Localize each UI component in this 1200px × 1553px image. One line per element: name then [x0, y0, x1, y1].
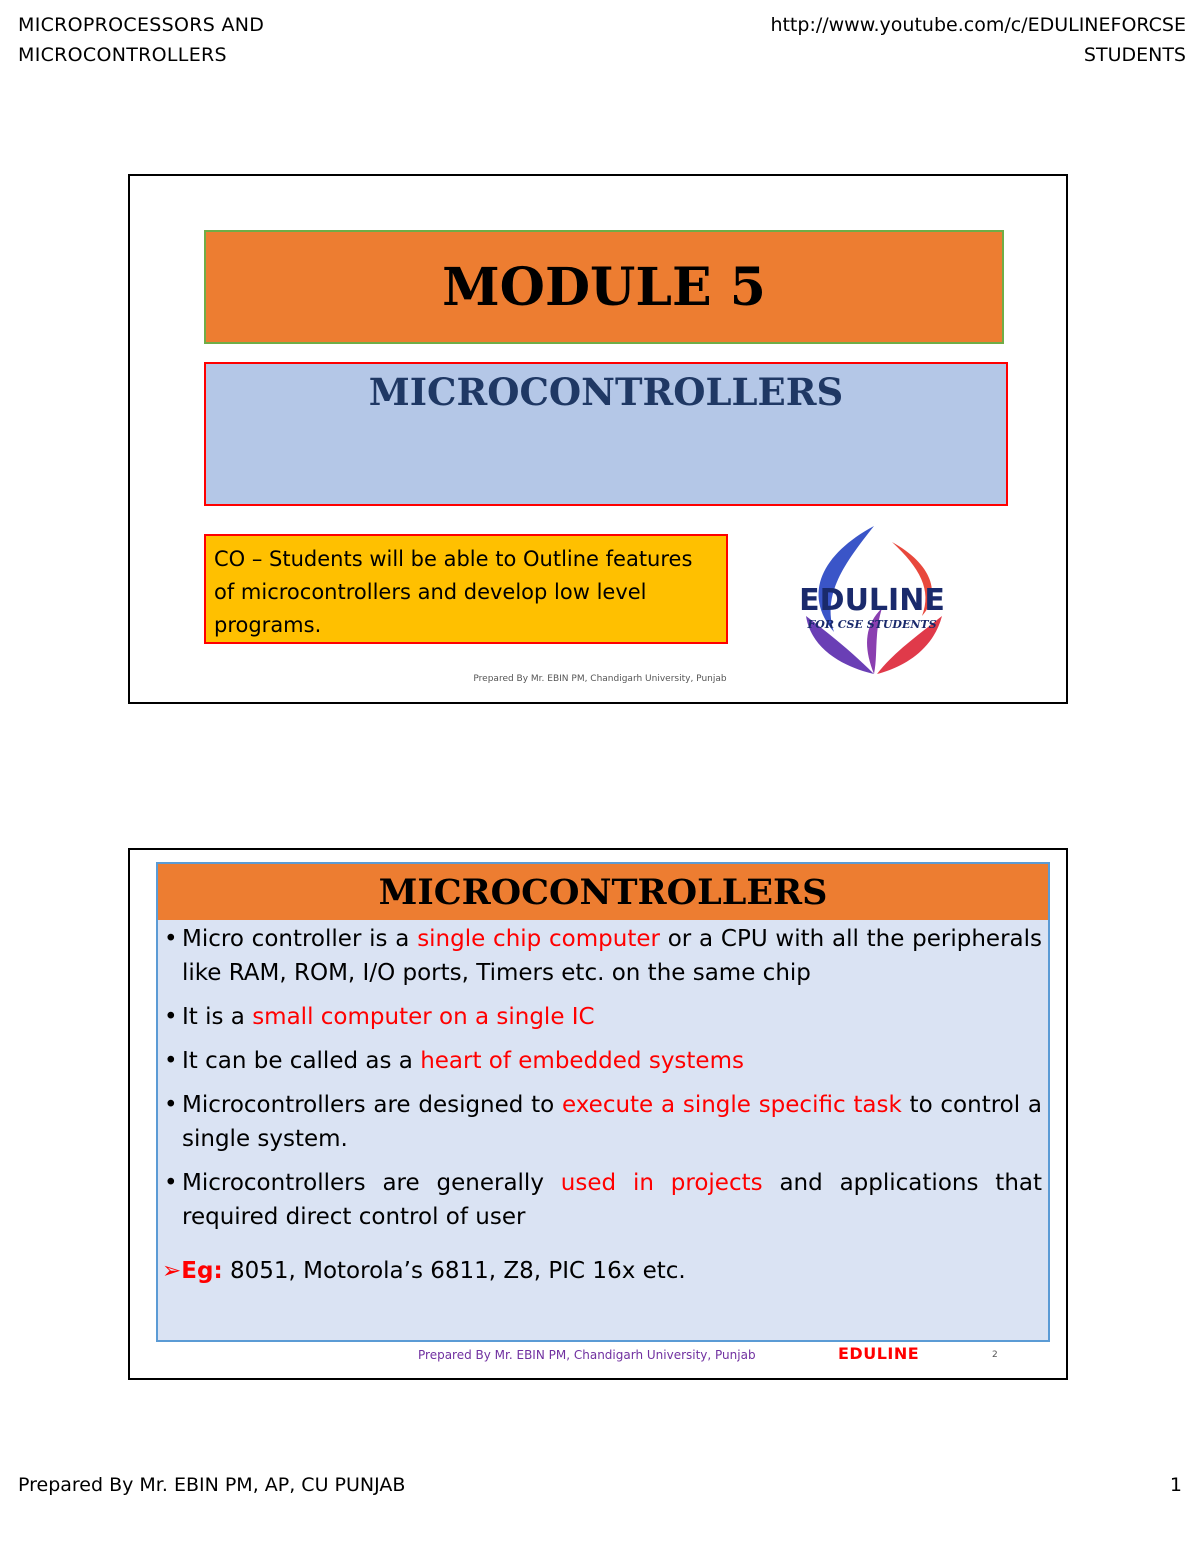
eduline-logo — [782, 524, 962, 676]
course-outcome: CO – Students will be able to Outline features of microcontrollers and develop low level programs. — [204, 534, 728, 644]
url-line-2[interactable]: STUDENTS — [1083, 44, 1186, 66]
slide-2 — [128, 848, 1068, 1380]
list-item: • It is a small computer on a single IC — [164, 1000, 1042, 1034]
slide-1-footer: Prepared By Mr. EBIN PM, Chandigarh University, Punjab — [473, 674, 727, 684]
bullet-icon: • — [164, 926, 178, 952]
module-title: MODULE 5 — [204, 230, 1004, 344]
slide-2-footer: Prepared By Mr. EBIN PM, Chandigarh University, Punjab — [418, 1348, 756, 1362]
content-panel — [156, 862, 1050, 1342]
bullet-icon: • — [164, 1092, 178, 1118]
bullet-icon: • — [164, 1170, 178, 1196]
logo-tagline: FOR CSE STUDENTS — [807, 618, 937, 631]
page-footer: Prepared By Mr. EBIN PM, AP, CU PUNJAB — [18, 1474, 406, 1496]
bullet-list — [164, 922, 1042, 1244]
page-number: 1 — [1169, 1474, 1182, 1496]
example-label: Eg: — [181, 1258, 223, 1284]
slide-2-title: MICROCONTROLLERS — [158, 864, 1048, 920]
url-line-1[interactable]: http://www.youtube.com/c/EDULINEFORCSE — [770, 14, 1186, 36]
list-item: • It can be called as a heart of embedded systems — [164, 1044, 1042, 1078]
bullet-icon: • — [164, 1048, 178, 1074]
subtitle: MICROCONTROLLERS — [368, 370, 844, 414]
page-header-subject — [18, 10, 264, 70]
example-text: 8051, Motorola’s 6811, Z8, PIC 16x etc. — [222, 1258, 686, 1284]
slide-2-brand: EDULINE — [838, 1344, 920, 1363]
logo-text: EDULINE — [799, 583, 945, 618]
arrow-icon: ➢ — [162, 1258, 182, 1284]
list-item: • Micro controller is a single chip computer or a CPU with all the peripherals like RAM, ROM, I/O ports, Timers etc. on the same chip — [164, 922, 1042, 990]
page-header-url[interactable] — [770, 10, 1186, 70]
bullet-icon: • — [164, 1004, 178, 1030]
subject-line-2: MICROCONTROLLERS — [18, 44, 227, 66]
list-item: • Microcontrollers are designed to execute a single specific task to control a single system. — [164, 1088, 1042, 1156]
slide-2-number: 2 — [992, 1350, 998, 1360]
example-line — [162, 1254, 686, 1288]
slide-1 — [128, 174, 1068, 704]
subtitle-box — [204, 362, 1008, 506]
list-item: • Microcontrollers are generally used in projects and applications that required direct control of user — [164, 1166, 1042, 1234]
subject-line-1: MICROPROCESSORS AND — [18, 14, 265, 36]
